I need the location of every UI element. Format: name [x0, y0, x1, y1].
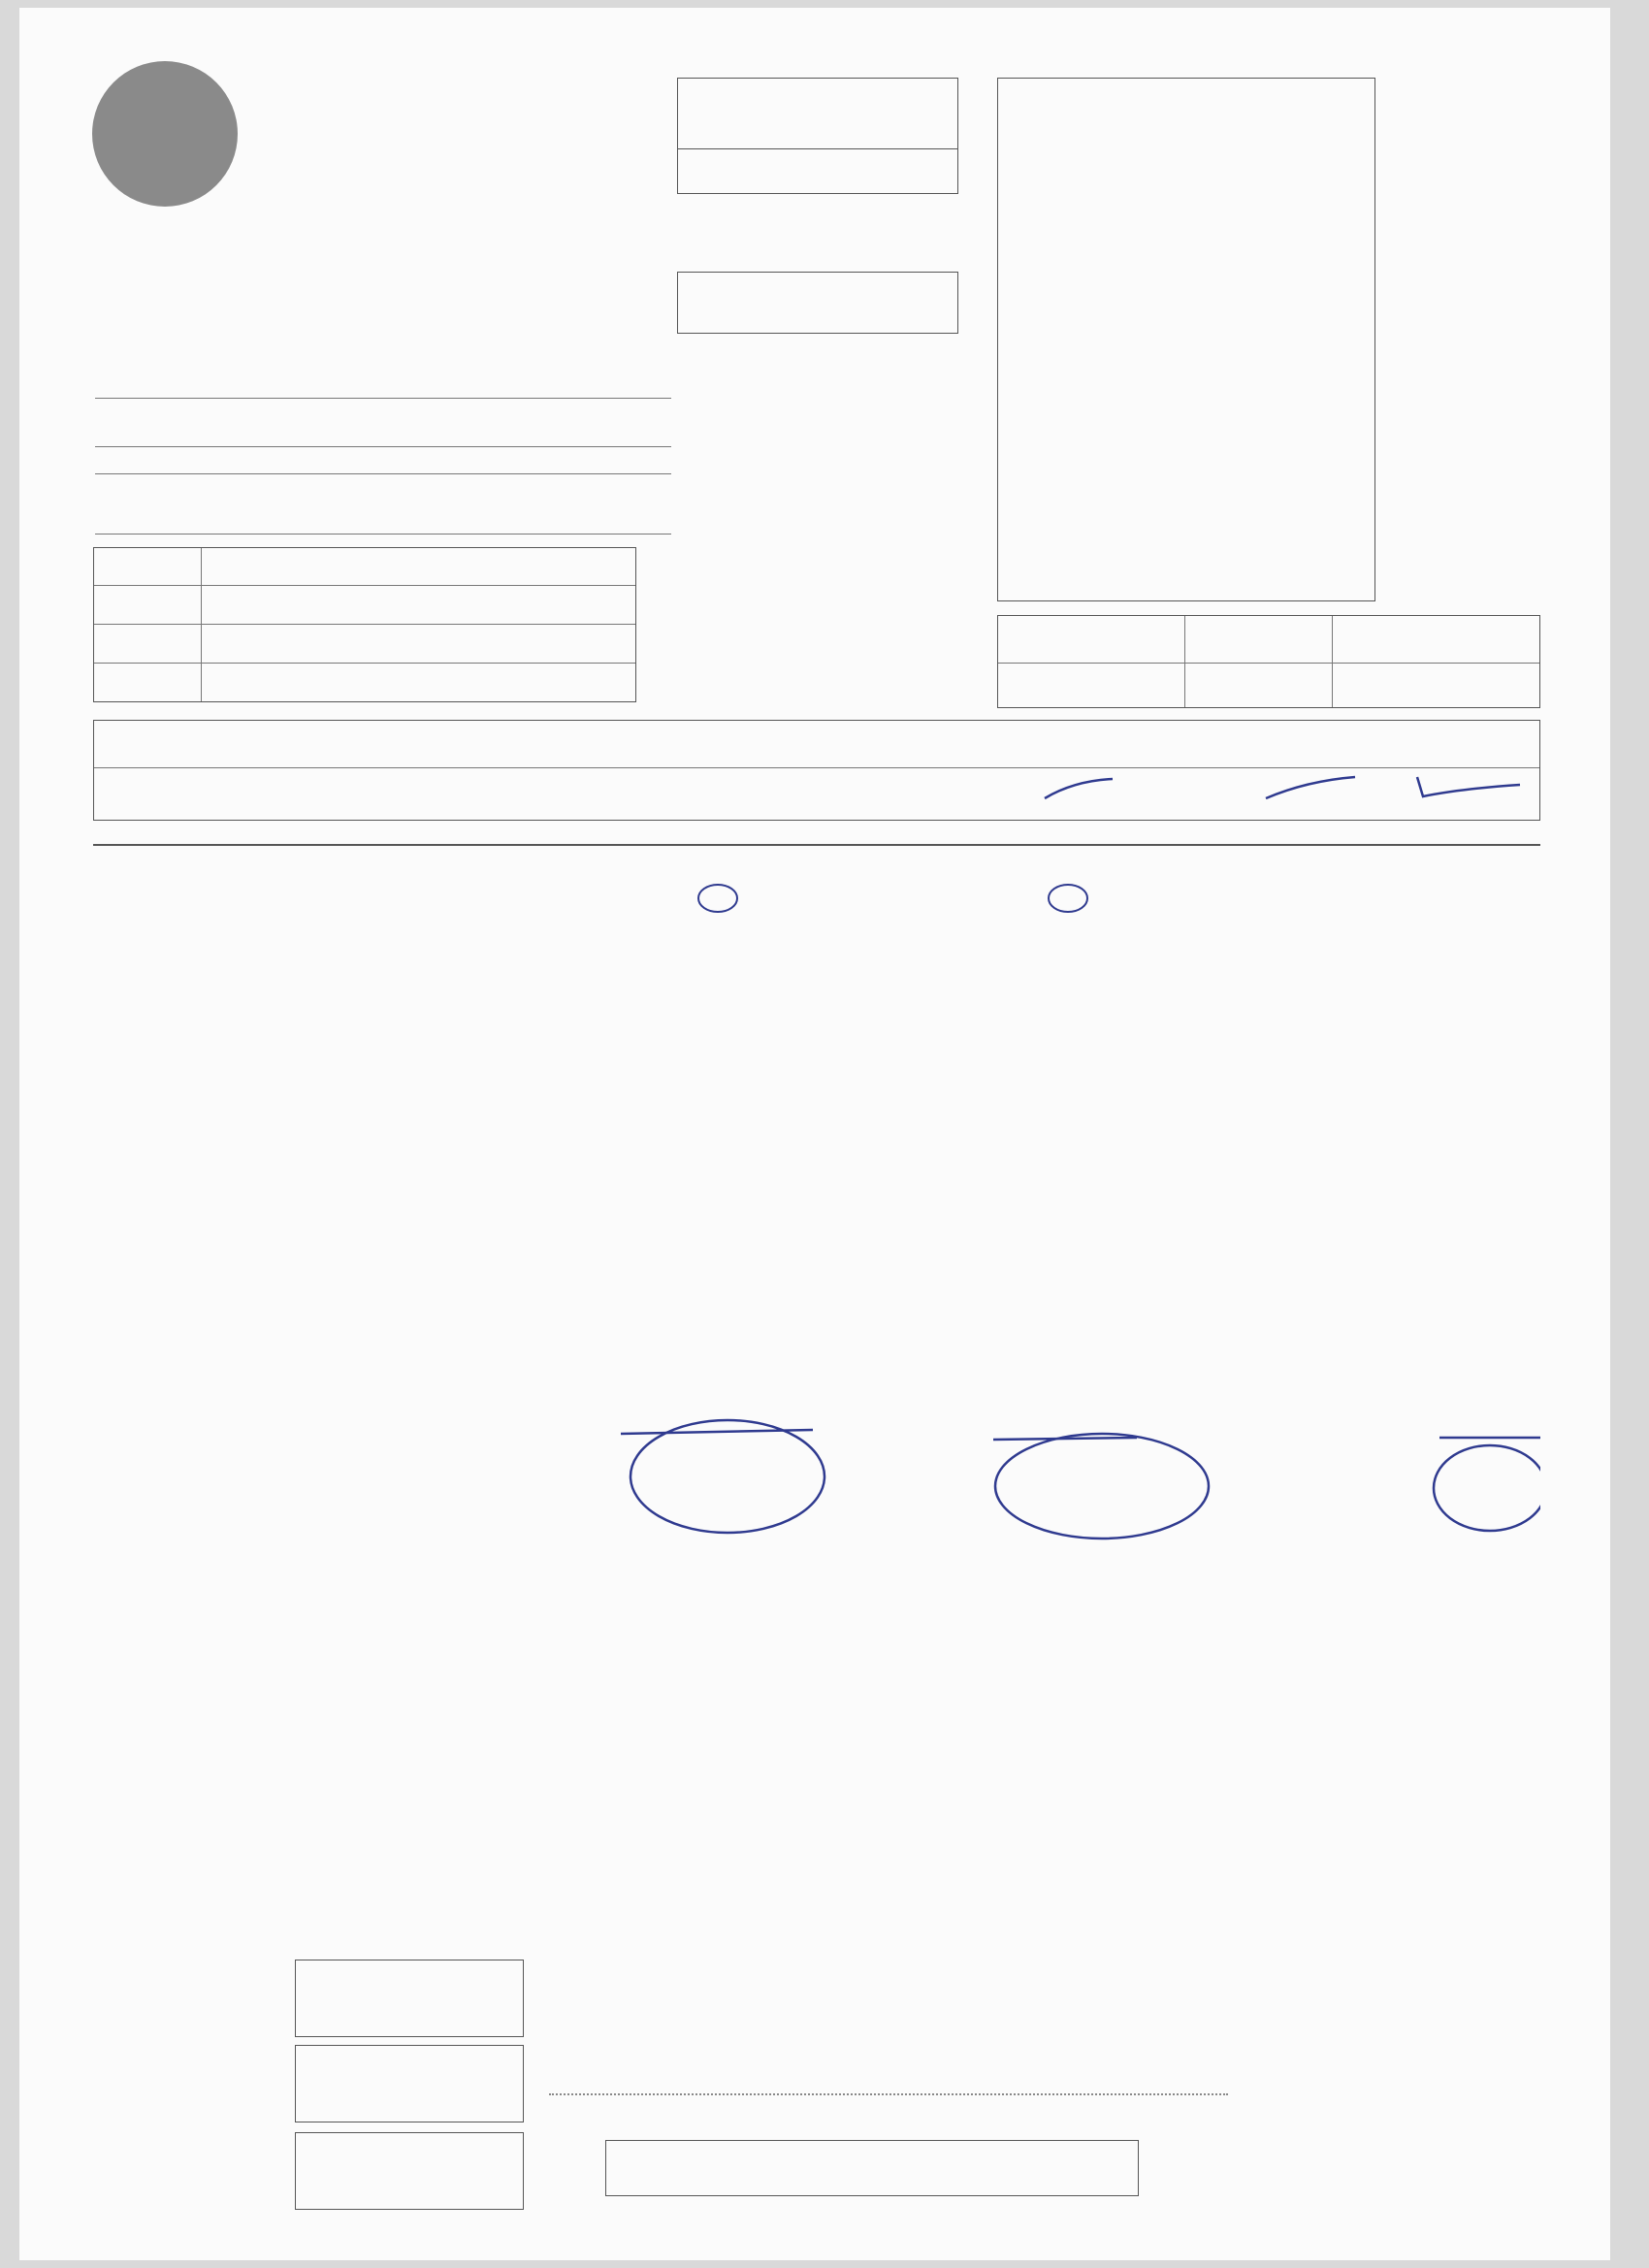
table-annotations: [93, 844, 1540, 1670]
company-logo: [92, 61, 257, 207]
annot-roller-circle: [698, 885, 737, 912]
special-instructions-box: [997, 78, 1375, 601]
tick-recess: [1045, 779, 1113, 798]
balance-field[interactable]: [295, 2132, 524, 2210]
date-box: [677, 78, 958, 194]
fitters-box: [997, 615, 1540, 708]
measurement-table: [93, 844, 1540, 1670]
total-price-circle: [1434, 1445, 1540, 1531]
measured-by-box: [677, 272, 958, 334]
contact-box: [93, 547, 636, 702]
tick-wood-fix: [1266, 777, 1355, 798]
finish-ticks: [94, 721, 1539, 822]
terms: [89, 1723, 1544, 1725]
total-price-field[interactable]: [295, 1960, 524, 2037]
finish-options-box: [93, 720, 1540, 821]
payment-methods: [605, 2140, 1139, 2196]
order-form: [19, 8, 1610, 2260]
deposit-field[interactable]: [295, 2045, 524, 2122]
total-roller-circle: [630, 1420, 824, 1533]
annot-vis-circle: [1049, 885, 1087, 912]
signature-line[interactable]: [549, 2093, 1228, 2095]
tick-bracket-top: [1417, 777, 1520, 796]
total-vis-circle: [995, 1434, 1209, 1539]
